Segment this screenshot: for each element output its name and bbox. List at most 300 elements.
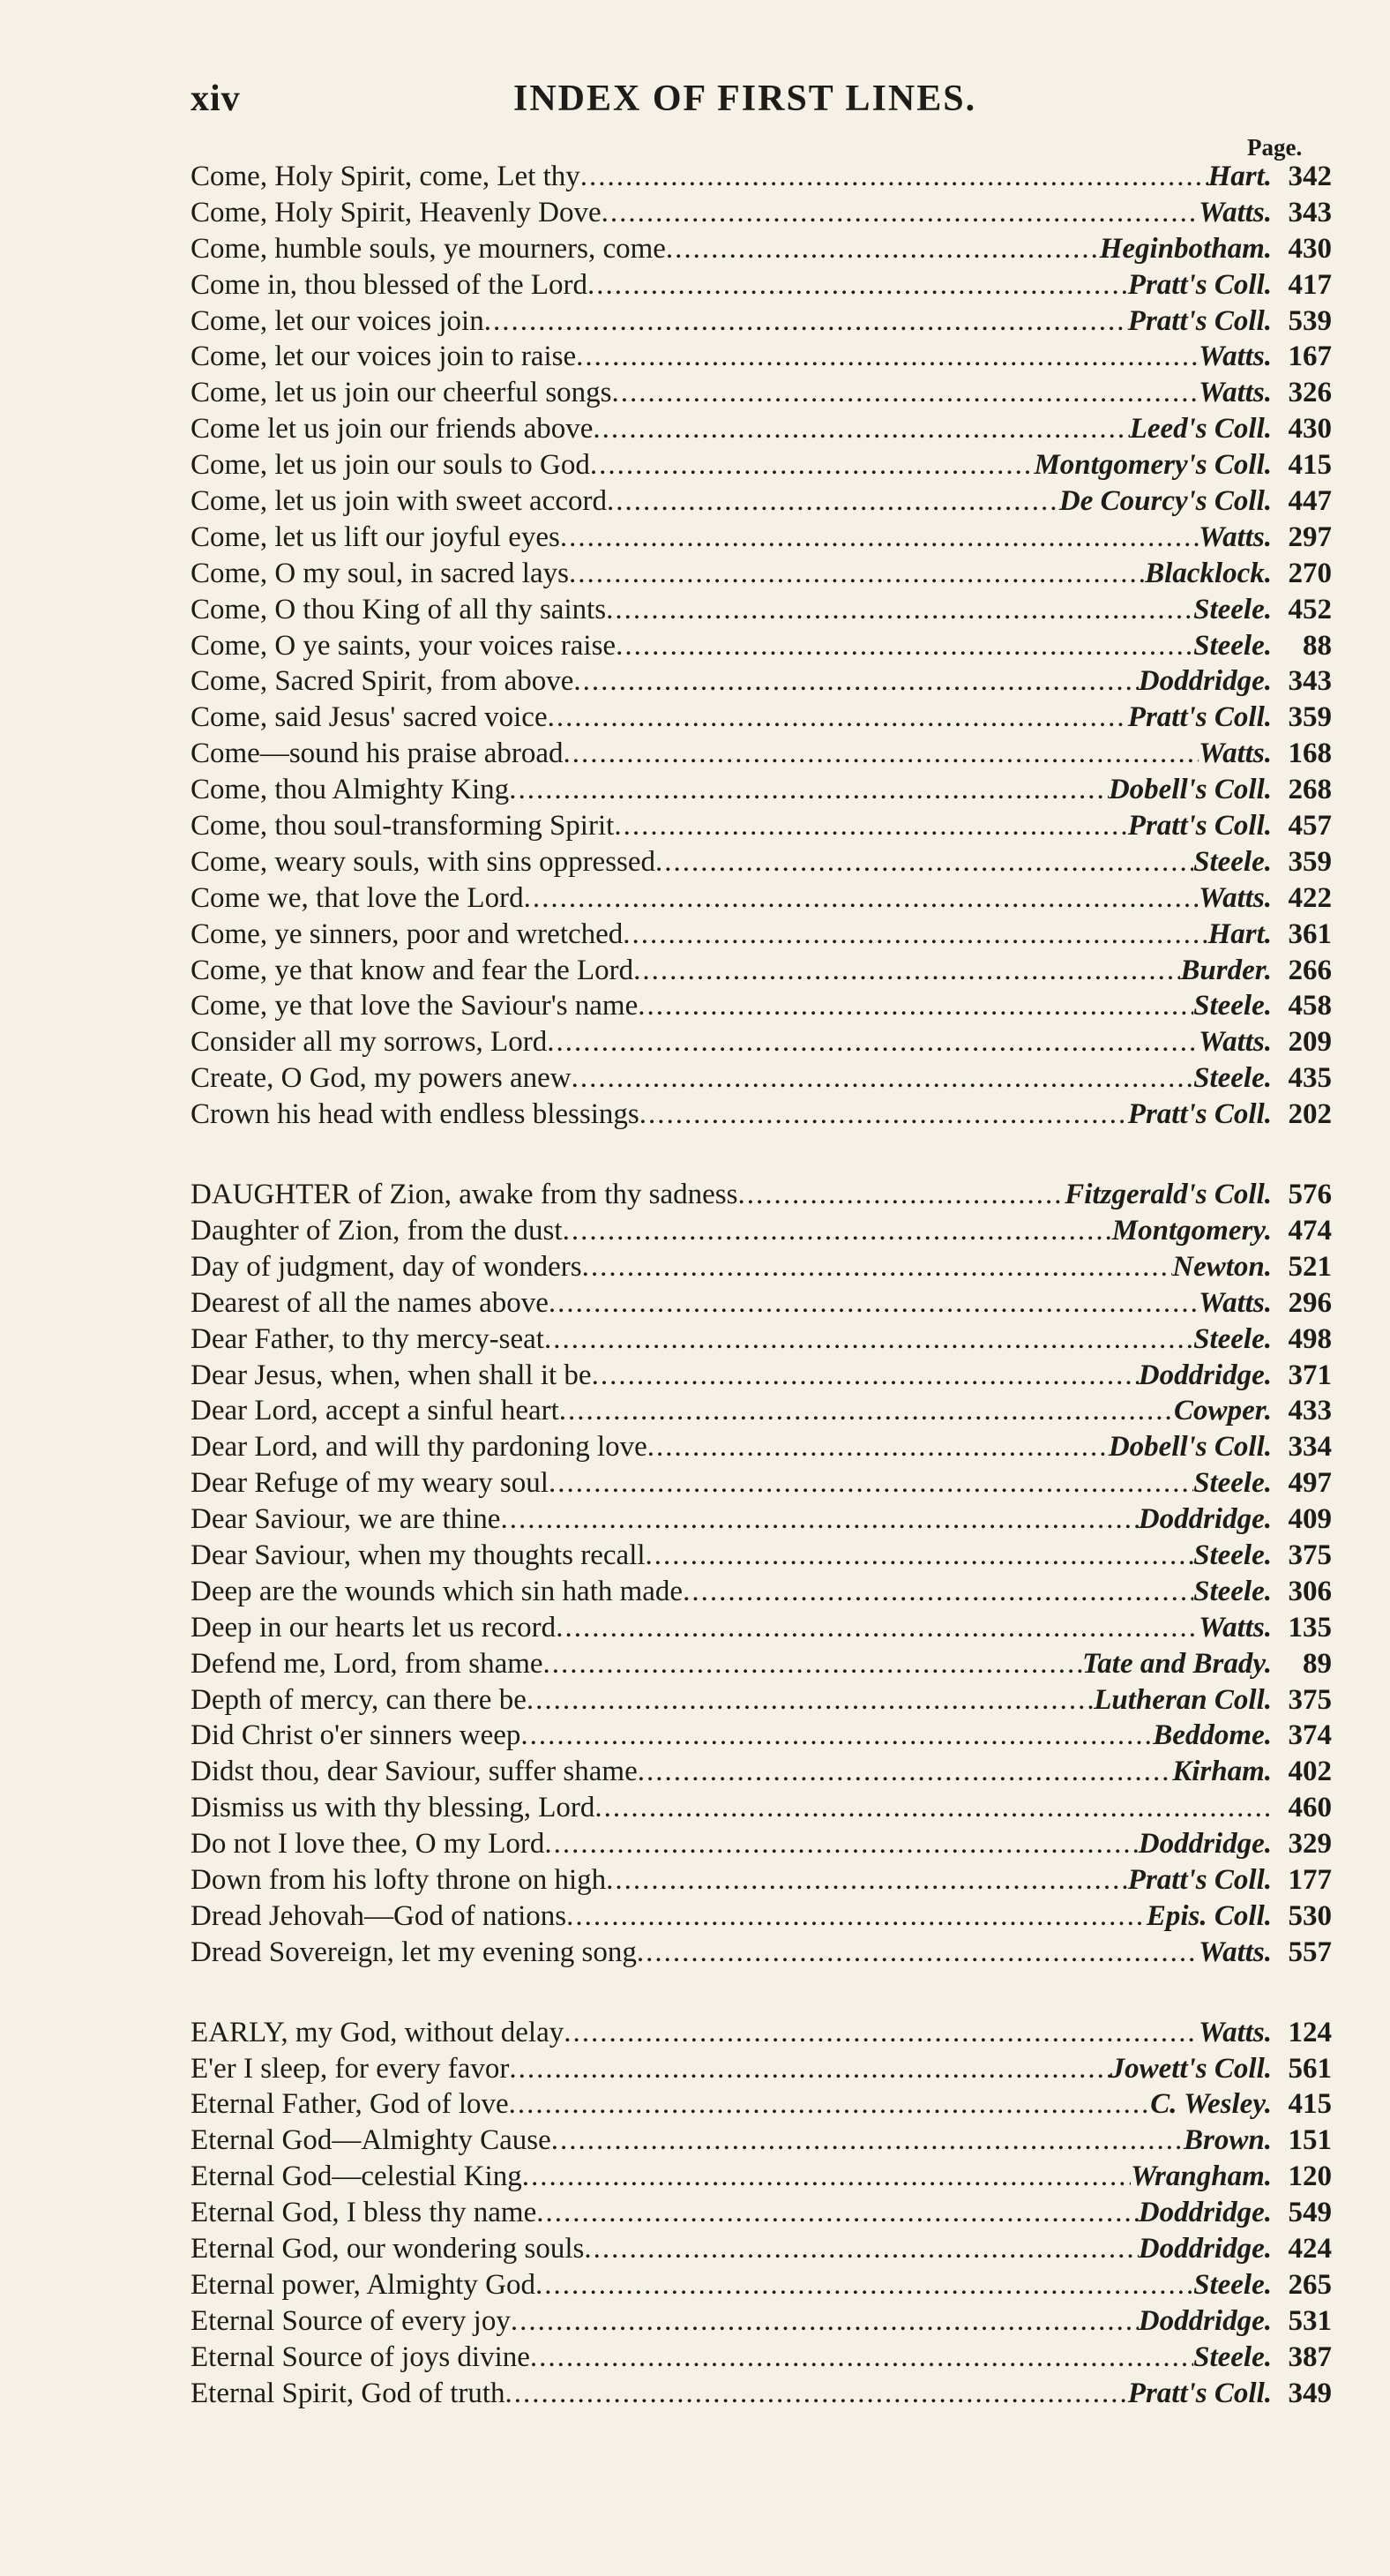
dot-leader (559, 1395, 1174, 1427)
first-line-text: Come, let our voices join (191, 304, 484, 337)
hymn-source: Watts. (1199, 738, 1272, 770)
hymn-source: Steele. (1193, 845, 1272, 878)
index-entry (191, 1719, 1332, 1756)
hymn-source: Tate and Brady. (1082, 1647, 1272, 1680)
first-line-text: Dearest of all the names above (191, 1286, 549, 1319)
dot-leader (590, 449, 1035, 482)
dot-leader (639, 1098, 1128, 1131)
index-entry (191, 305, 1332, 341)
dot-leader (484, 305, 1128, 338)
hymn-source: C. Wesley. (1150, 2088, 1272, 2121)
index-entry (191, 558, 1332, 594)
first-line-text: Depth of mercy, can there be (191, 1683, 527, 1716)
hymn-page-number: 549 (1288, 2197, 1332, 2229)
hymn-page-number: 409 (1288, 1503, 1332, 1536)
index-entry (191, 2341, 1332, 2378)
hymn-source: Steele. (1193, 1467, 1272, 1500)
index-entry (191, 1828, 1332, 1864)
dot-leader (594, 1792, 1272, 1824)
hymn-source: Steele. (1193, 1062, 1272, 1095)
dot-leader (564, 738, 1199, 770)
hymn-page-number: 168 (1288, 738, 1332, 770)
dot-leader (551, 2124, 1184, 2157)
first-line-text: Come, O my soul, in sacred lays (191, 557, 569, 589)
dot-leader (607, 485, 1059, 518)
first-line-text: Come we, that love the Lord (191, 881, 524, 914)
hymn-source: Pratt's Coll. (1127, 701, 1272, 734)
index-section (191, 2017, 1332, 2414)
hymn-page-number: 177 (1288, 1863, 1332, 1896)
dot-leader (602, 197, 1199, 229)
first-line-text: Dismiss us with thy blessing, Lord (191, 1792, 595, 1824)
hymn-page-number: 447 (1288, 485, 1332, 518)
first-line-text: Didst thou, dear Saviour, suffer shame (191, 1756, 638, 1788)
dot-leader (606, 1864, 1128, 1897)
hymn-source: Pratt's Coll. (1127, 304, 1272, 337)
first-line-text: Come in, thou blessed of the Lord (191, 268, 588, 301)
hymn-page-number: 151 (1288, 2124, 1332, 2157)
first-line-text: Eternal God—Almighty Cause (191, 2124, 551, 2157)
first-line-text: Crown his head with endless blessings (191, 1098, 639, 1131)
hymn-page-number: 342 (1288, 161, 1332, 192)
index-entry (191, 665, 1332, 701)
dot-leader (593, 413, 1129, 446)
hymn-source: Watts. (1199, 520, 1272, 553)
first-line-text: Come, Holy Spirit, Heavenly Dove (191, 196, 602, 228)
first-line-text: Come, O thou King of all thy saints (191, 593, 607, 625)
dot-leader (582, 1251, 1173, 1284)
first-line-text: Come, let us lift our joyful eyes (191, 520, 560, 553)
first-line-text: Come, let our voices join to raise (191, 341, 577, 373)
index-entry (191, 1612, 1332, 1648)
hymn-source: Doddridge. (1138, 1828, 1272, 1861)
hymn-page-number: 329 (1288, 1828, 1332, 1861)
first-line-text: Day of judgment, day of wonders (191, 1250, 582, 1283)
first-line-text: Eternal Source of joys divine (191, 2340, 530, 2373)
hymn-page-number: 297 (1288, 520, 1332, 553)
dot-leader (576, 341, 1199, 373)
first-line-text: Come, thou Almighty King (191, 774, 510, 806)
hymn-page-number: 435 (1288, 1062, 1332, 1095)
dot-leader (638, 1756, 1172, 1788)
hymn-page-number: 296 (1288, 1286, 1332, 1319)
dot-leader (737, 1179, 1065, 1211)
hymn-source: Doddridge. (1138, 665, 1272, 698)
first-line-text: Come, weary souls, with sins oppressed (191, 845, 656, 878)
index-entry (191, 1026, 1332, 1062)
first-line-text: Do not I love thee, O my Lord (191, 1828, 545, 1861)
hymn-page-number: 539 (1288, 304, 1332, 337)
dot-leader (580, 161, 1208, 193)
hymn-source: Doddridge. (1138, 2304, 1272, 2337)
hymn-source: Pratt's Coll. (1127, 810, 1272, 842)
hymn-page-number: 561 (1288, 2052, 1332, 2085)
index-entry (191, 1287, 1332, 1323)
first-line-text: Come, said Jesus' sacred voice (191, 701, 548, 734)
index-entry (191, 2233, 1332, 2269)
first-line-text: Dear Father, to thy mercy-seat (191, 1322, 544, 1355)
first-line-text: Come, ye that know and fear the Lord (191, 954, 634, 986)
index-entry (191, 521, 1332, 558)
index-section (191, 161, 1332, 1134)
hymn-page-number: 167 (1288, 341, 1332, 373)
hymn-page-number: 458 (1288, 990, 1332, 1022)
hymn-source: Dobell's Coll. (1108, 1431, 1272, 1464)
index-entry (191, 413, 1332, 449)
hymn-source: De Courcy's Coll. (1058, 485, 1272, 518)
first-line-text: Dear Jesus, when, when shall it be (191, 1359, 592, 1391)
index-entry (191, 1900, 1332, 1936)
first-line-text: Create, O God, my powers anew (191, 1062, 572, 1095)
hymn-source: Doddridge. (1138, 2232, 1272, 2265)
dot-leader (647, 1431, 1109, 1464)
hymn-page-number: 422 (1288, 881, 1332, 914)
index-entry (191, 955, 1332, 991)
dot-leader (638, 990, 1193, 1022)
hymn-source: Watts. (1199, 196, 1272, 228)
hymn-source: Montgomery. (1111, 1214, 1272, 1247)
first-line-text: Dear Saviour, when my thoughts recall (191, 1539, 646, 1571)
hymn-page-number: 530 (1288, 1899, 1332, 1932)
index-entry (191, 233, 1332, 269)
dot-leader (505, 2378, 1128, 2410)
dot-leader (566, 1900, 1147, 1933)
index-entry (191, 161, 1332, 197)
hymn-page-number: 375 (1288, 1539, 1332, 1571)
hymn-page-number: 265 (1288, 2268, 1332, 2301)
index-entry (191, 2269, 1332, 2305)
first-line-text: Eternal God, I bless thy name (191, 2197, 537, 2229)
index-entry (191, 1251, 1332, 1287)
index-entry (191, 2124, 1332, 2160)
first-line-text: Come, let us join our cheerful songs (191, 377, 612, 409)
dot-leader (560, 521, 1199, 554)
hymn-source: Wrangham. (1131, 2160, 1272, 2193)
dot-leader (549, 1467, 1193, 1500)
dot-leader (683, 1576, 1193, 1608)
first-line-text: Defend me, Lord, from shame (191, 1647, 543, 1680)
index-entry (191, 2305, 1332, 2341)
index-entry (191, 1864, 1332, 1900)
first-line-text: Come, thou soul-transforming Spirit (191, 810, 615, 842)
hymn-page-number: 343 (1288, 196, 1332, 228)
hymn-page-number: 402 (1288, 1756, 1332, 1788)
hymn-source: Pratt's Coll. (1127, 1863, 1272, 1896)
hymn-source: Steele. (1193, 1539, 1272, 1571)
hymn-page-number: 452 (1288, 593, 1332, 625)
hymn-page-number: 202 (1288, 1098, 1332, 1131)
dot-leader (509, 2088, 1151, 2121)
page-header (191, 78, 1337, 131)
hymn-source: Watts. (1199, 1286, 1272, 1319)
hymn-source: Hart. (1207, 917, 1272, 950)
hymn-source: Steele. (1193, 2268, 1272, 2301)
hymn-page-number: 120 (1288, 2160, 1332, 2193)
dot-leader (509, 2053, 1110, 2086)
dot-leader (616, 630, 1193, 663)
index-entry (191, 377, 1332, 413)
index-entry (191, 630, 1332, 666)
dot-leader (547, 1026, 1199, 1059)
hymn-source: Pratt's Coll. (1127, 2377, 1272, 2409)
index-entry (191, 990, 1332, 1026)
hymn-page-number: 124 (1288, 2016, 1332, 2048)
index-entry (191, 1098, 1332, 1134)
first-line-text: Eternal Source of every joy (191, 2304, 511, 2337)
first-line-text: Eternal God, our wondering souls (191, 2232, 585, 2265)
index-section (191, 1179, 1332, 1973)
index-entry (191, 2088, 1332, 2124)
hymn-source: Steele. (1193, 990, 1272, 1022)
hymn-source: Steele. (1193, 593, 1272, 625)
hymn-source: Pratt's Coll. (1127, 1098, 1272, 1131)
hymn-source: Brown. (1184, 2124, 1272, 2157)
index-entry (191, 846, 1332, 882)
hymn-source: Steele. (1193, 1575, 1272, 1607)
hymn-source: Montgomery's Coll. (1034, 449, 1272, 482)
dot-leader (637, 1936, 1199, 1969)
first-line-text: EARLY, my God, without delay (191, 2016, 564, 2048)
dot-leader (612, 377, 1199, 409)
dot-leader (535, 2269, 1193, 2302)
hymn-source: Cowper. (1174, 1395, 1272, 1427)
index-entry (191, 341, 1332, 377)
first-line-text: Eternal Spirit, God of truth (191, 2377, 505, 2409)
index-entry (191, 1756, 1332, 1792)
hymn-page-number: 135 (1288, 1611, 1332, 1644)
first-line-text: Dear Saviour, we are thine (191, 1503, 501, 1536)
hymn-page-number: 209 (1288, 1026, 1332, 1059)
first-line-text: Come, humble souls, ye mourners, come (191, 232, 666, 265)
index-entry (191, 1062, 1332, 1098)
dot-leader (548, 701, 1128, 734)
dot-leader (544, 1323, 1193, 1356)
dot-leader (522, 2160, 1131, 2193)
first-line-text: Dread Sovereign, let my evening song (191, 1936, 637, 1968)
hymn-source: Watts. (1199, 377, 1272, 409)
hymn-source: Watts. (1199, 881, 1272, 914)
index-entry (191, 594, 1332, 630)
hymn-page-number: 531 (1288, 2304, 1332, 2337)
hymn-page-number: 88 (1303, 629, 1332, 662)
hymn-source: Watts. (1199, 2016, 1272, 2048)
dot-leader (569, 558, 1145, 590)
hymn-source: Doddridge. (1138, 2197, 1272, 2229)
hymn-page-number: 266 (1288, 954, 1332, 986)
dot-leader (573, 665, 1138, 698)
first-line-text: Come, Holy Spirit, come, Let thy (191, 161, 580, 192)
dot-leader (549, 1287, 1199, 1320)
index-of-first-lines (191, 161, 1332, 2457)
hymn-page-number: 375 (1288, 1683, 1332, 1716)
dot-leader (520, 1719, 1153, 1752)
hymn-source: Doddridge. (1138, 1359, 1272, 1391)
hymn-page-number: 343 (1288, 665, 1332, 698)
first-line-text: Did Christ o'er sinners weep (191, 1719, 521, 1752)
hymn-page-number: 474 (1288, 1214, 1332, 1247)
hymn-source: Kirham. (1172, 1756, 1272, 1788)
first-line-text: Dear Lord, and will thy pardoning love (191, 1431, 647, 1464)
index-entry (191, 882, 1332, 918)
hymn-page-number: 430 (1288, 232, 1332, 265)
hymn-page-number: 306 (1288, 1575, 1332, 1607)
hymn-page-number: 349 (1288, 2377, 1332, 2409)
hymn-page-number: 326 (1288, 377, 1332, 409)
hymn-source: Jowett's Coll. (1110, 2052, 1272, 2085)
dot-leader (500, 1503, 1138, 1536)
hymn-page-number: 415 (1288, 2088, 1332, 2121)
dot-leader (614, 810, 1127, 842)
hymn-source: Lutheran Coll. (1094, 1683, 1272, 1716)
dot-leader (572, 1062, 1193, 1095)
first-line-text: Come, let us join with sweet accord (191, 485, 607, 518)
first-line-text: Eternal power, Almighty God (191, 2268, 535, 2301)
first-line-text: Dread Jehovah—God of nations (191, 1899, 567, 1932)
first-line-text: Come, O ye saints, your voices raise (191, 629, 617, 662)
dot-leader (666, 233, 1100, 266)
hymn-source: Watts. (1199, 1936, 1272, 1968)
page-column-label: Page. (1247, 134, 1303, 161)
index-entry (191, 2160, 1332, 2197)
hymn-source: Pratt's Coll. (1127, 268, 1272, 301)
index-entry (191, 701, 1332, 738)
index-entry (191, 1936, 1332, 1973)
hymn-page-number: 430 (1288, 413, 1332, 446)
index-entry (191, 269, 1332, 305)
hymn-page-number: 417 (1288, 268, 1332, 301)
first-line-text: Come, ye sinners, poor and wretched (191, 917, 624, 950)
hymn-page-number: 498 (1288, 1322, 1332, 1355)
dot-leader (544, 1828, 1138, 1861)
hymn-page-number: 433 (1288, 1395, 1332, 1427)
hymn-source: Hart. (1207, 161, 1272, 192)
dot-leader (524, 882, 1199, 915)
index-entry (191, 2378, 1332, 2414)
index-entry (191, 2017, 1332, 2053)
index-entry (191, 738, 1332, 774)
dot-leader (564, 2017, 1199, 2049)
index-entry (191, 1215, 1332, 1251)
hymn-page-number: 268 (1288, 774, 1332, 806)
hymn-page-number: 270 (1288, 557, 1332, 589)
index-entry (191, 1359, 1332, 1396)
index-entry (191, 2053, 1332, 2089)
index-entry (191, 810, 1332, 846)
hymn-page-number: 361 (1288, 917, 1332, 950)
dot-leader (556, 1612, 1199, 1644)
hymn-source: Doddridge. (1138, 1503, 1272, 1536)
dot-leader (655, 846, 1193, 879)
hymn-source: Watts. (1199, 1026, 1272, 1059)
first-line-text: Come, let us join our souls to God (191, 449, 590, 482)
hymn-source: Steele. (1193, 1322, 1272, 1355)
index-entry (191, 774, 1332, 810)
dot-leader (563, 1215, 1112, 1247)
index-entry (191, 1539, 1332, 1576)
hymn-page-number: 557 (1288, 1936, 1332, 1968)
dot-leader (511, 2305, 1139, 2338)
hymn-page-number: 359 (1288, 701, 1332, 734)
hymn-source: Steele. (1193, 629, 1272, 662)
hymn-page-number: 334 (1288, 1431, 1332, 1464)
first-line-text: Down from his lofty throne on high (191, 1863, 607, 1896)
first-line-text: Deep in our hearts let us record (191, 1611, 557, 1644)
hymn-page-number: 359 (1288, 845, 1332, 878)
hymn-source: Fitzgerald's Coll. (1065, 1179, 1272, 1211)
first-line-text: Consider all my sorrows, Lord (191, 1026, 548, 1059)
dot-leader (527, 1684, 1094, 1717)
index-entry (191, 449, 1332, 485)
index-entry (191, 485, 1332, 521)
dot-leader (623, 918, 1207, 951)
hymn-page-number: 371 (1288, 1359, 1332, 1391)
index-entry (191, 1395, 1332, 1431)
hymn-page-number: 387 (1288, 2340, 1332, 2373)
index-entry (191, 197, 1332, 233)
first-line-text: Eternal Father, God of love (191, 2088, 509, 2121)
first-line-text: Dear Lord, accept a sinful heart (191, 1395, 559, 1427)
page-number: xiv (191, 79, 241, 119)
dot-leader (536, 2197, 1139, 2229)
hymn-page-number: 521 (1288, 1250, 1332, 1283)
dot-leader (646, 1539, 1194, 1572)
index-entry (191, 1648, 1332, 1684)
hymn-source: Epis. Coll. (1146, 1899, 1272, 1932)
index-entry (191, 1467, 1332, 1503)
first-line-text: Deep are the wounds which sin hath made (191, 1575, 684, 1607)
index-entry (191, 1684, 1332, 1720)
hymn-source: Leed's Coll. (1129, 413, 1272, 446)
hymn-source: Steele. (1193, 2340, 1272, 2373)
index-entry (191, 2197, 1332, 2233)
index-entry (191, 1179, 1332, 1215)
dot-leader (543, 1648, 1083, 1681)
hymn-source: Watts. (1199, 1611, 1272, 1644)
first-line-text: E'er I sleep, for every favor (191, 2052, 510, 2085)
hymn-page-number: 89 (1303, 1647, 1332, 1680)
hymn-page-number: 374 (1288, 1719, 1332, 1752)
hymn-source: Burder. (1180, 954, 1272, 986)
first-line-text: Come—sound his praise abroad (191, 738, 564, 770)
dot-leader (633, 955, 1180, 987)
hymn-page-number: 460 (1288, 1792, 1332, 1824)
index-entry (191, 1431, 1332, 1467)
first-line-text: Daughter of Zion, from the dust (191, 1214, 563, 1247)
hymn-page-number: 576 (1288, 1179, 1332, 1211)
hymn-page-number: 457 (1288, 810, 1332, 842)
hymn-page-number: 497 (1288, 1467, 1332, 1500)
hymn-page-number: 424 (1288, 2232, 1332, 2265)
index-entry (191, 918, 1332, 955)
first-line-text: DAUGHTER of Zion, awake from thy sadness (191, 1179, 738, 1211)
dot-leader (592, 1359, 1139, 1392)
index-entry (191, 1503, 1332, 1539)
dot-leader (584, 2233, 1138, 2265)
index-entry (191, 1792, 1332, 1828)
hymn-source: Watts. (1199, 341, 1272, 373)
hymn-source: Blacklock. (1145, 557, 1272, 589)
index-entry (191, 1576, 1332, 1612)
hymn-source: Dobell's Coll. (1108, 774, 1272, 806)
hymn-source: Newton. (1172, 1250, 1272, 1283)
dot-leader (606, 594, 1193, 626)
first-line-text: Come, ye that love the Saviour's name (191, 990, 639, 1022)
first-line-text: Dear Refuge of my weary soul (191, 1467, 549, 1500)
hymn-page-number: 415 (1288, 449, 1332, 482)
dot-leader (587, 269, 1128, 302)
first-line-text: Come let us join our friends above (191, 413, 594, 446)
dot-leader (530, 2341, 1193, 2374)
